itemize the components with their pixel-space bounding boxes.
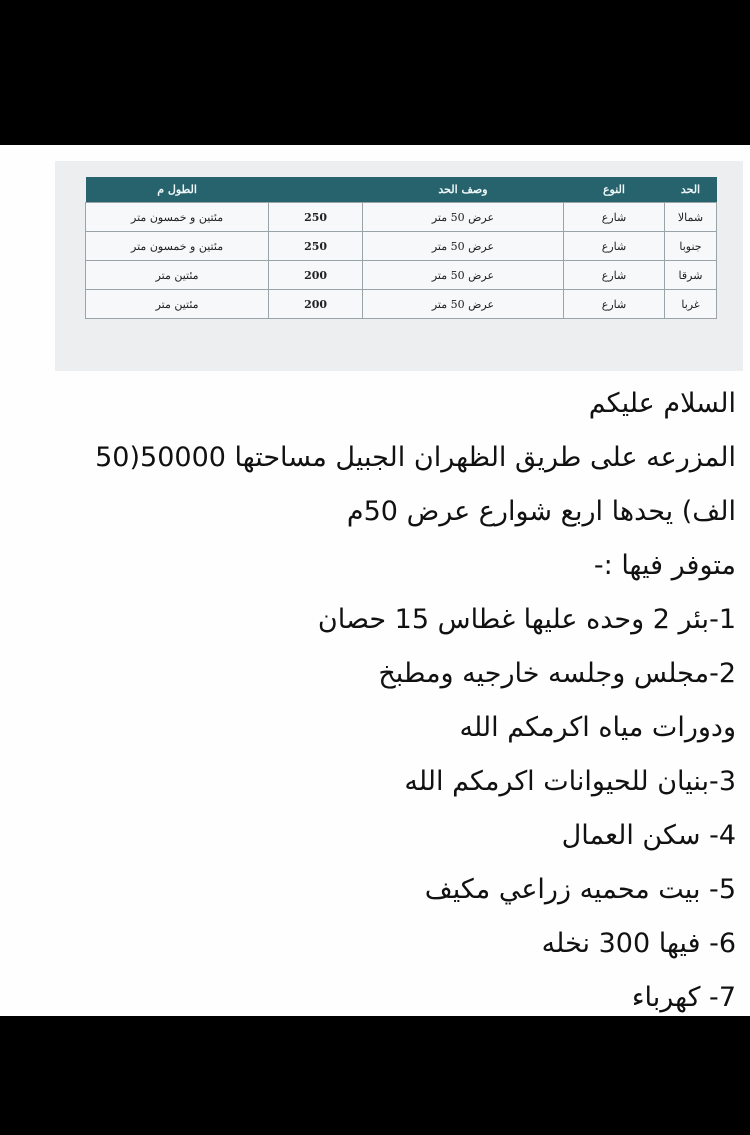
cell-type: شارع — [563, 232, 664, 261]
cell-description: عرض 50 متر — [362, 232, 563, 261]
cell-direction: شرقا — [664, 261, 716, 290]
list-item-continuation: ودورات مياه اكرمكم الله — [459, 712, 736, 743]
header-type: النوع — [602, 183, 625, 196]
header-description: وصف الحد — [438, 183, 488, 196]
list-item: 2-مجلس وجلسه خارجيه ومطبخ — [378, 658, 736, 689]
list-item: 5- بيت محميه زراعي مكيف — [424, 874, 736, 905]
cell-direction: شمالا — [664, 203, 716, 232]
table-header-row — [86, 177, 717, 203]
cell-description: عرض 50 متر — [362, 203, 563, 232]
table-row — [86, 261, 717, 290]
cell-description: عرض 50 متر — [362, 290, 563, 319]
location-line: المزرعه على طريق الظهران الجبيل مساحتها 50000(50 — [95, 442, 736, 473]
greeting-line: السلام عليكم — [588, 388, 736, 419]
boundaries-table-wrapper — [85, 177, 717, 319]
cell-length: مئتين متر — [86, 261, 269, 290]
boundaries-table-photo — [55, 161, 743, 371]
header-direction: الحد — [680, 183, 701, 196]
available-heading: متوفر فيها :- — [593, 550, 736, 581]
cell-type: شارع — [563, 203, 664, 232]
table-row — [86, 232, 717, 261]
document-sheet — [0, 145, 750, 1016]
list-item: 7- كهرباء — [631, 982, 736, 1013]
list-item: 3-بنيان للحيوانات اكرمكم الله — [404, 766, 736, 797]
cell-description: عرض 50 متر — [362, 261, 563, 290]
message-body — [36, 377, 736, 1025]
list-item: 1-بئر 2 وحده عليها غطاس 15 حصان — [317, 604, 736, 635]
cell-number: 250 — [269, 203, 363, 232]
cell-type: شارع — [563, 290, 664, 319]
cell-number: 200 — [269, 290, 363, 319]
cell-direction: جنوبا — [664, 232, 716, 261]
list-item: 6- فيها 300 نخله — [541, 928, 736, 959]
table-row — [86, 203, 717, 232]
cell-number: 200 — [269, 261, 363, 290]
area-line: الف) يحدها اربع شوارع عرض 50م — [346, 496, 736, 527]
header-number — [269, 177, 363, 203]
cell-direction: غربا — [664, 290, 716, 319]
cell-length: مئتين و خمسون متر — [86, 232, 269, 261]
cell-number: 250 — [269, 232, 363, 261]
cell-length: مئتين متر — [86, 290, 269, 319]
cell-length: مئتين و خمسون متر — [86, 203, 269, 232]
cell-type: شارع — [563, 261, 664, 290]
table-row — [86, 290, 717, 319]
list-item: 4- سكن العمال — [561, 820, 736, 851]
boundaries-table — [85, 177, 717, 319]
header-length: الطول م — [157, 183, 197, 196]
